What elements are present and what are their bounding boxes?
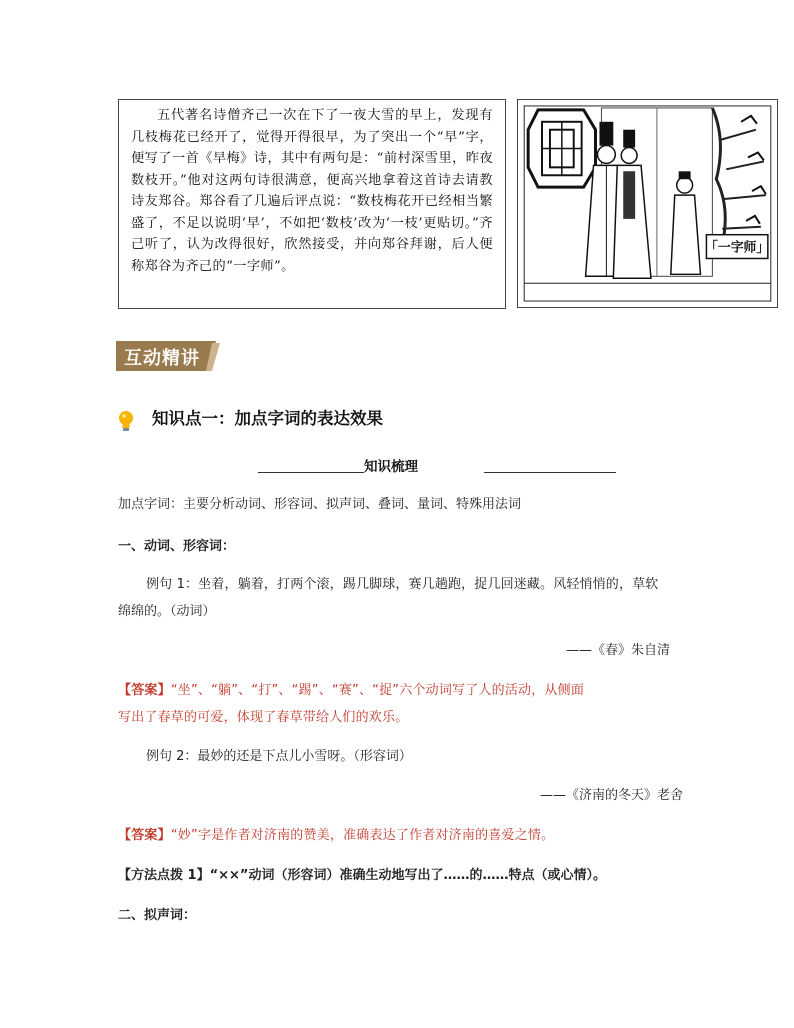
answer1-line2: 写出了春草的可爱，体现了春草带给人们的欢乐。 [118, 710, 409, 725]
answer2-text: “妙”字是作者对济南的赞美，准确表达了作者对济南的喜爱之情。 [170, 828, 555, 843]
heading-onomatopoeia: 二、拟声词： [118, 908, 197, 923]
method-tip [118, 864, 606, 883]
section-banner [116, 341, 222, 371]
intro-text: 加点字词：主要分析动词、形容词、拟声词、叠词、量词、特殊用法词 [118, 497, 522, 512]
story-textbox [118, 99, 506, 309]
subheading-label: 知识梳理 [364, 459, 418, 475]
subheading-line-right [484, 472, 616, 473]
answer1-line1 [118, 679, 584, 698]
lightbulb-icon [118, 410, 134, 432]
example1-source: ——《春》朱自清 [566, 643, 671, 658]
example1-line2: 绵绵的。（动词） [118, 604, 216, 619]
illustration-yizishi [517, 99, 778, 308]
heading-verbs-adjectives: 一、动词、形容词： [118, 539, 236, 554]
banner-label: 互动精讲 [124, 348, 200, 369]
story-text: 五代著名诗僧齐己一次在下了一夜大雪的早上，发现有几枝梅花已经开了，觉得开得很早，为了突出一个“早”字，便写了一首《早梅》诗，其中有两句是：“前村深雪里，昨夜数枝开。”他对这两句诗很满意，便高兴地拿着这首诗去请教诗友郑谷。郑谷看了几遍后评点说：“数枝梅花开已经相当繁盛了，不足以说明‘早’，不如把‘数枝’改为‘一枝’更贴切。”齐己听了，认为改得很好，欣然接受，并向郑谷拜谢，后人便称郑谷为齐己的“一字师”。 [131, 108, 493, 274]
answer2-tag: 【答案】 [118, 828, 171, 843]
answer1-tag: 【答案】 [118, 683, 171, 698]
answer2-line [118, 824, 554, 843]
method-text: “××”动词（形容词）准确生动地写出了……的……特点（或心情）。 [209, 868, 606, 883]
illustration-drawing [518, 100, 777, 307]
example2-line1: 例句 2：最妙的还是下点儿小雪呀。（形容词） [146, 749, 412, 764]
example1-line1: 例句 1：坐着，躺着，打两个滚，踢几脚球，赛几趟跑，捉几回迷藏。风轻悄悄的，草软 [146, 577, 659, 592]
illustration-caption: 「一字师」 [704, 239, 770, 255]
method-tag: 【方法点拨 1】 [118, 868, 210, 883]
knowledge-point-text: 知识点一：加点字词的表达效果 [152, 409, 383, 428]
answer1-text1: “坐”、“躺”、“打”、“踢”、“赛”、“捉”六个动词写了人的活动，从侧面 [170, 683, 585, 698]
example2-source: ——《济南的冬天》老舍 [540, 788, 684, 803]
section-subheading [258, 455, 618, 479]
subheading-line-left [258, 472, 364, 473]
